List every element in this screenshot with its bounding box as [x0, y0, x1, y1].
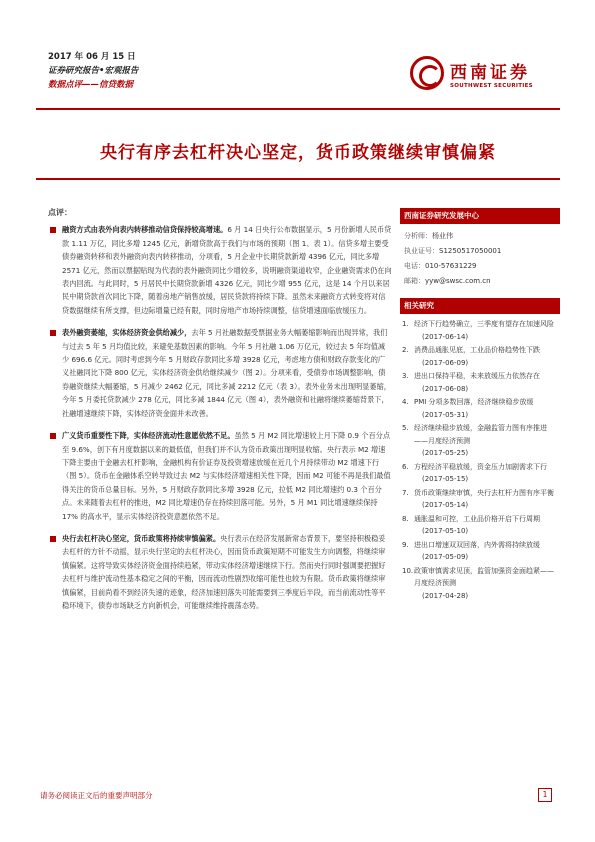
paragraph-text: 虽然 5 月 M2 同比增速较上月下降 0.9 个百分点至 9.6%，创下有月度数据以来的最低值，但我们并不认为货币政策出现明显收缩。央行表示 M2 增速下降主要由于金融去杠杆影响，金融机构有价证券及投资增速放缓在近几个月持续带动 M2 增速下行（图 5）。货币在金融体系空转导致过去 M2 与实体经济增速相关性下降，因而 M2 可能不再是我们最值得关注的货币总量目标。另外，5 月财政存款同比多增 3928 亿元，拉低 M2 同比增速约 0.3 个百分点。未来随着去杠杆的推进，M2 同比增速仍存在持续回落可能。另外，5 月 M1 同比增速继续保持 17% 的高水平，显示实体经济投资意愿依然不足。 — [62, 431, 391, 521]
report-date: 2017 年 06 月 15 日 — [48, 52, 136, 62]
related-report-item[interactable] — [400, 318, 560, 343]
paragraph-text: 去年 5 月社融数据受票据业务大幅萎缩影响而出现异常，我们与过去 5 年 5 月均值比较，来避免基数因素的影响。今年 5 月社融 1.06 万亿元，较过去 5 年均值减少 696.6 亿元。同时考虑到今年 5 月财政存款同比多增 3928 亿元，考虑地方债和财政存款变化的广义社融同比下降 800 亿元，实体经济资金供给继续减少（图 2）。分项来看，受债券市场调整影响，债券融资继续大幅萎缩，5 月减少 2462 亿元，同比多减 2212 亿元（表 3）。表外业务未出现明显萎缩，今年 5 月委托贷款减少 278 亿元，同比多减 1844 亿元（图 4），表外融资和社融将继续萎缩背景下，社融增速继续下降，实体经济资金面并未改善。 — [62, 328, 391, 418]
analysis-paragraph — [48, 429, 392, 523]
related-date: (2017-05-14) — [422, 501, 469, 509]
related-number: 2. — [402, 346, 409, 354]
header-divider — [36, 108, 560, 110]
related-report-item[interactable] — [400, 344, 560, 369]
related-date: (2017-05-25) — [422, 449, 469, 457]
related-number: 5. — [402, 424, 409, 432]
related-header: 相关研究 — [400, 298, 560, 314]
related-title: 经济继续稳步放缓，金融监管力图有序推进——月度经济预测 — [414, 424, 547, 445]
related-list — [400, 314, 560, 602]
paragraph-text: 央行表示在经济发展新常态背景下，要坚持积极稳妥去杠杆的方针不动摇，显示央行坚定的去杠杆决心，因而货币政策短期不可能发生方向调整，将继续审慎偏紧。这将导致实体经济资金面持续趋紧，带动实体经济增速继续下行。然而央行同时强调要把握好去杠杆与维护流动性基本稳定之间的平衡，因而流动性剧烈收缩可能性也较为有限。货币政策将继续审慎偏紧，目前尚看不到经济失速的迹象，经济加速回落失可能需要到三季度后半段，而当前流动性等平稳环境下，债券市场缺乏方向新机会，可能继续维持震荡态势。 — [62, 533, 386, 610]
related-report-item[interactable] — [400, 565, 560, 603]
related-title: 货币政策继续审慎，央行去杠杆力图有序平衡 — [414, 488, 554, 497]
title-divider — [36, 178, 560, 180]
analyst-info — [400, 224, 560, 294]
related-title: 方程经济平稳放缓，资金压力加剧需求下行 — [414, 462, 547, 471]
report-subcategory: 数据点评——信贷数据 — [48, 80, 134, 90]
report-title: 央行有序去杠杆决心坚定，货币政策继续审慎偏紧 — [100, 143, 496, 163]
paragraph-lead: 广义货币重要性下降，实体经济流动性意愿依然不足。 — [62, 431, 235, 441]
bullet-icon — [50, 433, 56, 439]
related-number: 10. — [402, 566, 414, 575]
sidebar — [400, 208, 560, 603]
related-title: 进出口保持平稳，未来放缓压力依然存在 — [414, 372, 540, 380]
related-number: 9. — [402, 540, 409, 549]
related-report-item[interactable] — [400, 513, 560, 538]
paragraph-text: 6 月 14 日央行公布数据显示，5 月份新增人民币贷款 1.11 万亿，同比多增 1245 亿元，新增贷款高于我们与市场的预期（图 1、表 1）。信贷多增主要受债券融资转移和表外融资向表内转移推动，分项看，5 月企业中长期贷款新增 4396 亿元，同比多增 2571 亿元，然而以票据贴现为代表的表外融资同比少增较多，说明融资渠道收窄，企业融资需求仍在向表内回流。与此同时，5 月居民中长期贷款新增 4326 亿元，同比少增 955 亿元，这是 14 个月以来居民中期贷款首次同比下降，随着房地产销售放缓，居民贷款将持续下降。虽然未来融资方式转变将对信贷数据继续有所支撑，但边际增量已经有限，同时房地产市场持续调整，信贷增速面临放缓压力。 — [62, 225, 392, 315]
related-title: 政策审慎需求见顶，监管加强资金面趋紧——月度经济预测 — [414, 566, 554, 587]
email-link[interactable]: yyw@swsc.com.cn — [425, 277, 491, 285]
paragraph-lead: 融资方式由表外向表内转移推动信贷保持较高增速。 — [62, 225, 228, 235]
related-number: 8. — [402, 514, 409, 523]
related-report-item[interactable] — [400, 461, 560, 486]
main-content — [48, 206, 392, 621]
related-date: (2017-05-10) — [422, 527, 469, 535]
analyst-row: 分析师：杨业伟 — [404, 232, 453, 240]
analysis-paragraph — [48, 326, 392, 420]
bullet-icon — [50, 330, 56, 336]
related-title: 经济下行趋势确立，三季度有望存在加速风险 — [414, 320, 554, 328]
report-category: 证券研究报告•宏观报告 — [48, 66, 139, 76]
related-report-item[interactable] — [400, 539, 560, 564]
related-title: 进出口增速双双回落，内外需将持续放缓 — [414, 540, 540, 549]
logo-name-cn: 西南证券 — [450, 63, 530, 83]
related-number: 3. — [402, 372, 409, 380]
org-header: 西南证券研究发展中心 — [400, 208, 560, 224]
comment-label: 点评： — [48, 208, 72, 217]
license-row: 执业证号：S1250517050001 — [404, 247, 502, 255]
related-number: 6. — [402, 462, 409, 471]
related-date: (2017-06-08) — [422, 384, 469, 393]
email-row: 邮箱：yyw@swsc.com.cn — [404, 277, 491, 285]
related-report-item[interactable] — [400, 487, 560, 512]
logo-mark-icon — [410, 56, 444, 90]
related-date: (2017-04-28) — [422, 591, 469, 600]
logo-name-en: SOUTHWEST SECURITIES — [450, 83, 533, 89]
report-header — [48, 50, 248, 92]
related-number: 1. — [402, 320, 409, 328]
footer-disclaimer: 请务必阅读正文后的重要声明部分 — [40, 791, 153, 800]
related-date: (2017-06-09) — [422, 358, 469, 367]
related-date: (2017-05-31) — [422, 410, 469, 419]
related-title: 消费品通胀见底，工业品价格趋势性下跌 — [414, 346, 540, 354]
phone-row: 电话：010-57631229 — [404, 262, 477, 270]
related-date: (2017-06-14) — [422, 332, 469, 341]
company-logo — [410, 56, 560, 96]
page-number: 1 — [538, 788, 552, 802]
analysis-paragraph — [48, 223, 392, 317]
bullet-icon — [50, 227, 56, 233]
related-number: 7. — [402, 488, 409, 497]
related-date: (2017-05-09) — [422, 553, 469, 561]
bullet-icon — [50, 536, 56, 542]
related-report-item[interactable] — [400, 370, 560, 395]
related-report-item[interactable] — [400, 396, 560, 421]
related-number: 4. — [402, 398, 409, 406]
related-title: 通胀温和可控，工业品价格开启下行周期 — [414, 514, 540, 523]
related-report-item[interactable] — [400, 422, 560, 460]
paragraph-lead: 表外融资萎缩，实体经济资金供给减少， — [62, 328, 192, 338]
analysis-paragraph — [48, 532, 392, 612]
related-date: (2017-05-15) — [422, 475, 469, 483]
paragraph-lead: 央行去杠杆决心坚定，货币政策将持续审慎偏紧。 — [62, 533, 221, 543]
related-title: PMI 分项多数回落，经济继续稳步放缓 — [414, 398, 534, 406]
